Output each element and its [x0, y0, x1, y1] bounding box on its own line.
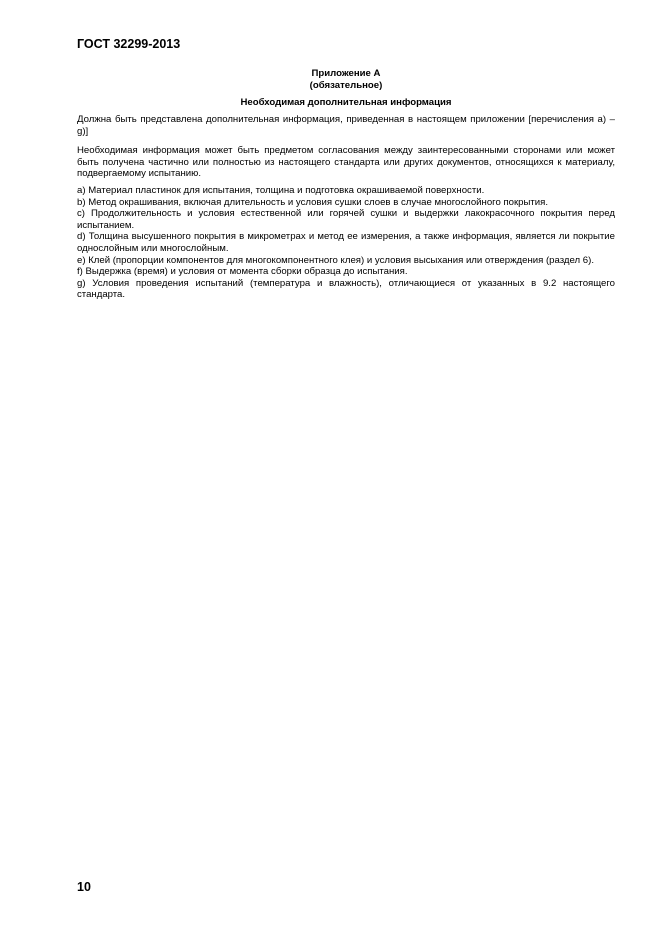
section-heading: Необходимая дополнительная информация: [240, 97, 452, 108]
page-number: 10: [77, 880, 91, 894]
list-item: а) Материал пластинок для испытания, толщина и подготовка окрашиваемой поверхности.: [77, 185, 485, 196]
paragraph-agreement: Необходимая информация может быть предметом согласования между заинтересованными сторонами или может быть получена частично или полностью из настоящего стандарта или других документов, относящихся к материалу, подвергаемому испытанию.: [77, 145, 615, 180]
appendix-status: (обязательное): [309, 80, 383, 91]
list-item: b) Метод окрашивания, включая длительность и условия сушки слоев в случае многослойного покрытия.: [77, 196, 549, 208]
list-item: d) Толщина высушенного покрытия в микрометрах и метод ее измерения, а также информация, является ли покрытие однослойным или многослойным.: [77, 231, 615, 254]
appendix-title: Приложение А: [311, 68, 381, 79]
list-item: f) Выдержка (время) и условия от момента сборки образца до испытания.: [77, 266, 408, 278]
document-header: ГОСТ 32299-2013: [77, 37, 181, 51]
requirements-list: [77, 185, 615, 301]
list-item: е) Клей (пропорции компонентов для многокомпонентного клея) и условия высыхания или отверждения (раздел 6).: [77, 254, 594, 266]
list-item: g) Условия проведения испытаний (температура и влажность), отличающиеся от указанных в 9.2 настоящего стандарта.: [77, 277, 615, 301]
list-item: с) Продолжительность и условия естественной или горячей сушки и выдержки лакокрасочного покрытия перед испытанием.: [77, 208, 615, 231]
paragraph-intro: Должна быть представлена дополнительная информация, приведенная в настоящем приложении [перечисления а) – g)]: [77, 114, 615, 137]
